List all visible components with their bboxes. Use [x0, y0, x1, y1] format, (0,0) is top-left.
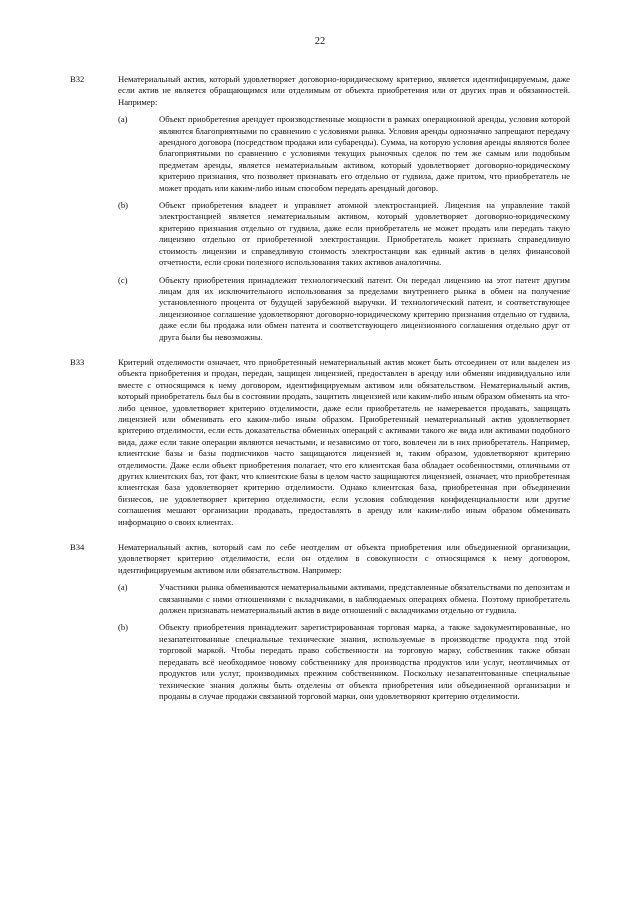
paragraph-intro: Критерий отделимости означает, что приобретенный нематериальный актив может быть отсоединен от или выделен из объекта приобретения и продан, передан, защищен лицензией, предоставлен в аренду или обменян индивидуально или вместе с относящимся к нему договором, идентифицируемым активом или обязательством. Нематериальный актив, который приобретатель был бы в состоянии продать, защитить лицензией или каким-либо иным образом обменять на что-либо ценное, удовлетворяет критерию отделимости, даже если приобретатель не намеревается продавать, защищать лицензией или обменивать его каким-либо иным образом. Приобретенный нематериальный актив удовлетворяет критерию отделимости, если есть доказательства обменных операций с активами такого же вида или активами подобного вида, даже если такие операции являются нечастыми, и независимо от того, вовлечен ли в них приобретатель. Например, клиентские базы и базы подписчиков часто защищаются лицензией и, таким образом, удовлетворяют критерию отделимости. Даже если объект приобретения полагает, что его клиентская база обладает особенностями, отличными от других клиентских баз, тот факт, что клиентские базы в целом часто защищаются лицензией, означает, что приобретенная клиентская база удовлетворяет критерию отделимости. Однако клиентская база, приобретенная при объединении бизнесов, не удовлетворяет критерию отделимости, если условия соблюдения конфиденциальности или другие соглашения мешают организации продавать, предоставлять в аренду или каким-либо иным образом обменивать информацию о своих клиентах. — [118, 356, 570, 527]
list-item-text: Участники рынка обмениваются нематериальными активами, представленные обязательствами по депозитам и связанными с ними отношениями с вкладчиками, в наблюдаемых операциях обмена. Поэтому приобретатель должен признавать нематериальный актив в виде отношений с вкладчиками отдельно от гудвила. — [159, 582, 570, 616]
list-item-text: Объект приобретения арендует производственные мощности в рамках операционной аренды, условия которой являются благоприятными по сравнению с условиями рынка. Условия аренды однозначно запрещают передачу арендного договора (посредством продажи или субаренды). Сумма, на которую условия аренды являются более благоприятными по сравнению с условиями текущих рыночных сделок по тем же самым или подобным предметам аренды, является нематериальным активом, который удовлетворяет договорно-юридическому критерию признания, что позволяет признавать его отдельно от гудвила, даже притом, что приобретатель не может продать или каким-либо иным способом передать арендный договор. — [159, 114, 570, 193]
paragraph-body — [118, 357, 570, 534]
paragraph-intro: Нематериальный актив, который удовлетворяет договорно-юридическому критерию, является идентифицируемым, даже если актив не является обращающимся или отделимым от объекта приобретения или от других прав и обязанностей. Например: — [118, 74, 570, 107]
paragraph-label: B34 — [70, 542, 85, 553]
list-item-text: Объекту приобретения принадлежит зарегистрированная торговая марка, а также задокументированные, но незапатентованные специальные технические знания, используемые в производстве продукта под этой торговой маркой. Чтобы передать право собственности на торговую марку, собственник также обязан передавать всё необходимое новому собственнику для производства продуктов или услуг, неотличимых от продуктов или услуг, производимых прежним собственником. Поскольку незапатентованные специальные технические знания должны быть отделены от объекта приобретения или объединенной организации и проданы в случае продажи связанной торговой марки, они удовлетворяют критерию отделимости. — [159, 622, 570, 701]
list-item-label: (b) — [118, 200, 129, 211]
list-item — [118, 114, 570, 194]
paragraph-body — [118, 542, 570, 708]
paragraph-b32 — [70, 74, 570, 349]
list-item — [118, 582, 570, 616]
paragraph-intro: Нематериальный актив, который сам по себе неотделим от объекта приобретения или объединенной организации, удовлетворяет критерию отделимости, если он отделим в совокупности с относящимся к нему договором, идентифицируемым активом или обязательством. Например: — [118, 542, 570, 575]
paragraph-b34 — [70, 542, 570, 708]
list-item-label: (a) — [118, 114, 128, 125]
list-item — [118, 622, 570, 702]
page-number: 22 — [314, 36, 326, 47]
paragraph-b33 — [70, 357, 570, 534]
list-item-text: Объекту приобретения принадлежит технологический патент. Он передал лицензию на этот патент другим лицам для их исключительного использования за пределами внутреннего рынка в обмен на получение установленного процента от будущей зарубежной выручки. И технологический патент, и соответствующее лицензионное соглашение удовлетворяют договорно-юридическому критерию признания отдельно от гудвила, даже если бы продажа или обмен патента и соответствующего лицензионного соглашения отдельно друг от друга были бы невозможны. — [159, 274, 570, 342]
page-content — [70, 74, 570, 716]
list-item-text: Объект приобретения владеет и управляет атомной электростанцией. Лицензия на управление такой электростанцией является нематериальным активом, который удовлетворяет договорно-юридическому критерию признания отдельно от гудвила, даже если приобретатель не может продать или передать такую лицензию отдельно от приобретенной электростанции. Приобретатель может признать справедливую стоимость лицензии и справедливую стоимость электростанции как единый актив в целях финансовой отчетности, если сроки полезного использования таких активов аналогичны. — [159, 200, 570, 268]
paragraph-body — [118, 74, 570, 349]
paragraph-label: B32 — [70, 74, 85, 84]
list-item — [118, 200, 570, 268]
paragraph-label: B33 — [70, 356, 85, 367]
list-item-label: (b) — [118, 622, 129, 633]
list-item-label: (c) — [118, 274, 128, 285]
list-item — [118, 275, 570, 343]
list-item-label: (a) — [118, 582, 128, 593]
